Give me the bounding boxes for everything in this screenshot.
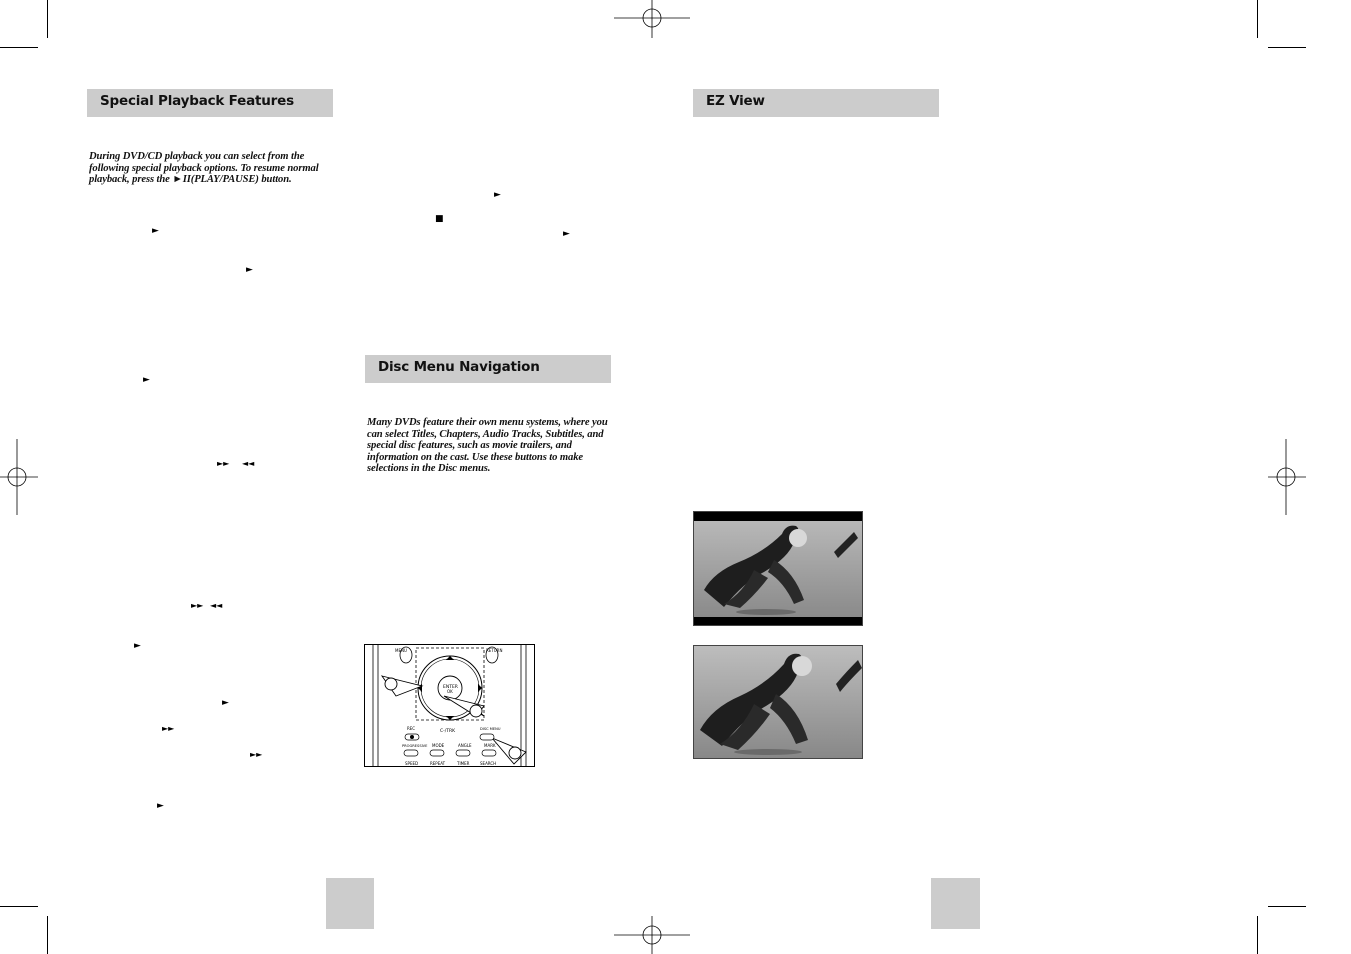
section-title: Special Playback Features [100,93,294,109]
page-number-tab-left [326,878,374,929]
registration-mark-right [1268,439,1306,515]
section-title: Disc Menu Navigation [378,359,540,375]
fast-forward-icon: ►► [217,459,230,468]
fast-forward-icon: ►► [162,724,175,733]
section-header-special-playback [87,89,333,117]
return-label: RETURN [486,648,503,653]
rewind-icon: ◄◄ [210,601,223,610]
crop-mark [1257,916,1258,954]
crop-mark [0,47,38,48]
search-label: SEARCH [480,761,497,766]
registration-mark-top [614,0,690,38]
disc-menu-label: DISC MENU [480,727,501,731]
registration-mark-bottom [614,916,690,954]
repeat-label: REPEAT [430,761,446,766]
fast-forward-icon: ►► [191,601,204,610]
play-icon: ► [494,190,501,200]
menu-label: MENU [395,648,407,653]
crop-mark [47,916,48,954]
registration-mark-left [0,439,38,515]
crop-mark [1268,47,1306,48]
crop-mark [1257,0,1258,38]
page-number-tab-right [931,878,980,929]
crop-mark [47,0,48,38]
section-header-disc-menu [365,355,611,383]
rec-label: REC [407,726,416,731]
play-icon: ► [143,375,150,385]
mode-label: MODE [432,743,445,748]
speed-label: SPEED [405,761,419,766]
intro-text: Many DVDs feature their own menu systems, where you can select Titles, Chapters, Audio Tracks, Subtitles, and special disc features, such as movie trailers, and information on the cast. Use these buttons to make selections in the Disc menus. [367,417,608,475]
play-icon: ► [563,229,570,239]
timer-label: TIMER [457,761,470,766]
mark-label: MARK [484,743,496,748]
play-icon: ► [152,226,159,236]
ok-label: OK [447,689,453,694]
play-icon: ► [246,265,253,275]
crop-mark [0,906,38,907]
crop-mark [1268,906,1306,907]
stop-icon: ■ [435,214,444,224]
intro-text: During DVD/CD playback you can select from the following special playback options. To resume normal playback, press the ►II(PLAY/PAUSE) button. [89,151,319,186]
enter-label: ENTER [443,685,458,690]
section-header-ez-view [693,89,939,117]
remote-control-illustration [364,644,536,767]
fast-forward-icon: ►► [250,750,263,759]
letterbox-photo [693,511,863,626]
angle-label: ANGLE [458,743,472,748]
play-icon: ► [157,801,164,811]
fullscreen-photo [693,645,863,759]
c-trk-label: C-/TRK [440,729,456,734]
play-icon: ► [222,698,229,708]
play-icon: ► [134,641,141,651]
section-title: EZ View [706,93,765,109]
progressive-label: PROGRESSIVE [402,744,428,748]
rewind-icon: ◄◄ [242,459,255,468]
